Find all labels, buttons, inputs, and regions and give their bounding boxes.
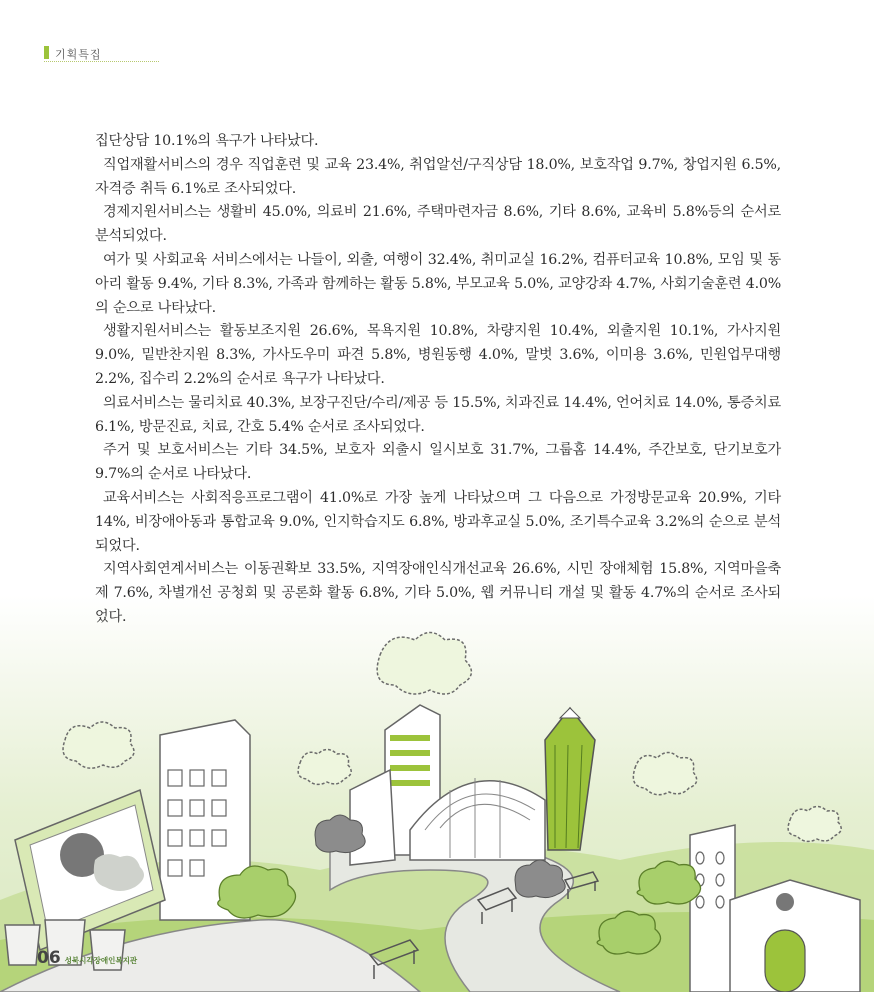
paragraph-education: 교육서비스는 사회적응프로그램이 41.0%로 가장 높게 나타났으며 그 다음으로 가정방문교육 20.9%, 기타 14%, 비장애아동과 통합교육 9.0%, 인지학습지도 6.8%, 방과후교실 5.0%, 조기특수교육 3.2%의 순으로 분석되었다. <box>95 489 781 554</box>
paragraph-leisure: 여가 및 사회교육 서비스에서는 나들이, 외출, 여행이 32.4%, 취미교실 16.2%, 컴퓨터교육 10.8%, 모임 및 동아리 활동 9.4%, 기타 8.3%, 가족과 함께하는 활동 5.8%, 부모교육 5.0%, 교양강좌 4.7%, 사회기술훈련 4.0%의 순으로 나타났다. <box>95 251 781 316</box>
paragraph-living-support: 생활지원서비스는 활동보조지원 26.6%, 목욕지원 10.8%, 차량지원 10.4%, 외출지원 10.1%, 가사지원 9.0%, 밑반찬지원 8.3%, 가사도우미 파견 5.8%, 병원동행 4.0%, 말벗 3.6%, 이미용 3.6%, 민원업무대행 2.2%, 집수리 2.2%의 순서로 욕구가 나타났다. <box>95 323 781 387</box>
paragraph-economic: 경제지원서비스는 생활비 45.0%, 의료비 21.6%, 주택마련자금 8.6%, 기타 8.6%, 교육비 5.8%등의 순서로 분석되었다. <box>95 204 781 245</box>
section-label: 기획특집 <box>55 48 102 61</box>
paragraph-vocational: 직업재활서비스의 경우 직업훈련 및 교육 23.4%, 취업알선/구직상담 18.0%, 보호작업 9.7%, 창업지원 6.5%, 자격증 취득 6.1%로 조사되었다. <box>95 156 781 197</box>
paragraph-community: 지역사회연계서비스는 이동권확보 33.5%, 지역장애인식개선교육 26.6%, 시민 장애체험 15.8%, 지역마을축제 7.6%, 차별개선 공청회 및 공론화 활동 6.8%, 기타 5.0%, 웹 커뮤니티 개설 및 활동 4.7%의 순서로 조사되었다. <box>95 561 781 625</box>
section-header <box>44 43 159 62</box>
publisher-name: 성북시각장애인복지관 <box>64 956 138 965</box>
paragraph-housing: 주거 및 보호서비스는 기타 34.5%, 보호자 외출시 일시보호 31.7%, 그룹홈 14.4%, 주간보호, 단기보호가 9.7%의 순서로 나타났다. <box>95 442 781 483</box>
paragraph-1: 집단상담 10.1%의 욕구가 나타났다. <box>95 133 319 149</box>
section-marker <box>44 46 49 59</box>
paragraph-medical: 의료서비스는 물리치료 40.3%, 보장구진단/수리/제공 등 15.5%, 치과진료 14.4%, 언어치료 14.0%, 통증치료 6.1%, 방문진료, 치료, 간호 5.4% 순서로 조사되었다. <box>95 394 781 435</box>
article-body <box>95 130 781 630</box>
city-illustration <box>0 600 874 992</box>
page-number: 06 <box>37 948 61 968</box>
page-footer <box>37 948 137 968</box>
